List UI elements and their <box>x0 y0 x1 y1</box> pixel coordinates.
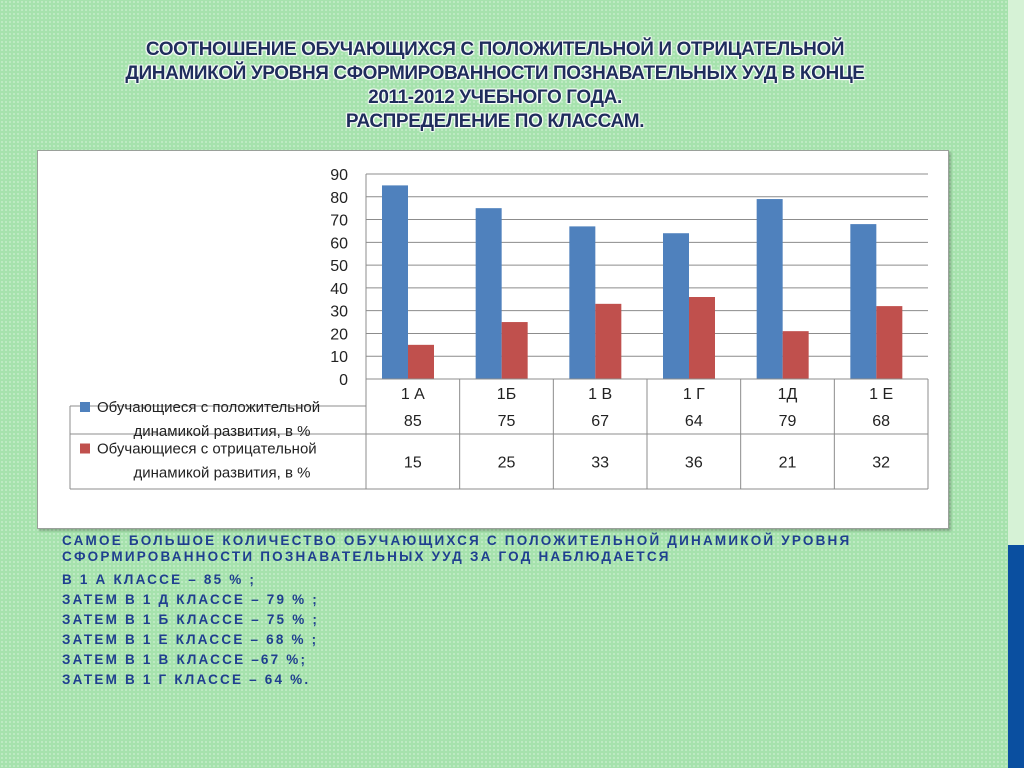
data-value: 25 <box>497 454 516 472</box>
data-value: 79 <box>778 413 797 430</box>
legend-label: Обучающиеся с отрицательной <box>97 440 317 458</box>
y-tick-label: 50 <box>330 258 348 276</box>
title-line-3: 2011-2012 УЧЕБНОГО ГОДА. <box>368 87 622 108</box>
data-value: 33 <box>591 454 610 472</box>
legend-swatch-positive <box>80 402 90 412</box>
data-value: 85 <box>403 413 422 430</box>
category-label: 1 Г <box>682 386 705 403</box>
bar-negative <box>502 322 528 379</box>
summary-item: ЗАТЕМ В 1 Е КЛАССЕ – 68 % ; <box>62 632 319 647</box>
title-line-4: РАСПРЕДЕЛЕНИЕ ПО КЛАССАМ. <box>345 111 645 132</box>
bar-positive <box>757 199 783 379</box>
bar-positive <box>569 226 595 379</box>
data-value: 21 <box>778 454 797 472</box>
data-value: 68 <box>872 413 891 430</box>
data-value: 64 <box>684 413 703 430</box>
summary-item: В 1 А КЛАССЕ – 85 % ; <box>62 572 257 587</box>
summary-text <box>62 533 962 690</box>
data-value: 67 <box>591 413 610 430</box>
data-value: 75 <box>497 413 516 430</box>
legend-label: динамикой развития, в % <box>133 464 311 482</box>
category-label: 1Б <box>496 386 517 403</box>
category-label: 1Д <box>777 386 798 403</box>
y-tick-label: 70 <box>330 212 348 230</box>
bar-positive <box>663 233 689 379</box>
bar-chart <box>38 151 948 528</box>
y-tick-label: 40 <box>330 280 348 298</box>
bar-negative <box>689 297 715 379</box>
y-tick-label: 60 <box>330 235 348 253</box>
summary-item: ЗАТЕМ В 1 Д КЛАССЕ – 79 % ; <box>62 592 319 607</box>
summary-item: ЗАТЕМ В 1 Г КЛАССЕ – 64 %. <box>62 672 311 687</box>
y-tick-label: 20 <box>330 326 348 344</box>
data-value: 36 <box>684 454 703 472</box>
bar-negative <box>595 304 621 379</box>
category-label: 1 Е <box>869 386 894 403</box>
bar-negative <box>876 306 902 379</box>
category-label: 1 А <box>400 386 425 403</box>
y-tick-label: 80 <box>330 189 348 207</box>
legend-swatch-negative <box>80 444 90 454</box>
bar-negative <box>408 345 434 379</box>
slide-title <box>30 38 960 134</box>
bar-positive <box>382 185 408 379</box>
y-tick-label: 0 <box>339 372 348 389</box>
summary-item: ЗАТЕМ В 1 В КЛАССЕ –67 %; <box>62 652 308 667</box>
y-tick-label: 30 <box>330 303 348 321</box>
bar-positive <box>850 224 876 379</box>
right-accent-bar <box>1008 545 1024 768</box>
data-value: 15 <box>403 454 422 472</box>
legend-label: Обучающиеся с положительной <box>97 399 321 416</box>
data-value: 32 <box>872 454 891 472</box>
bar-positive <box>476 208 502 379</box>
y-tick-label: 10 <box>330 349 348 367</box>
title-line-2: ДИНАМИКОЙ УРОВНЯ СФОРМИРОВАННОСТИ ПОЗНАВАТЕЛЬНЫХ УУД В КОНЦЕ <box>125 63 865 84</box>
summary-item: ЗАТЕМ В 1 Б КЛАССЕ – 75 % ; <box>62 612 320 627</box>
category-label: 1 В <box>588 386 613 403</box>
title-line-1: СООТНОШЕНИЕ ОБУЧАЮЩИХСЯ С ПОЛОЖИТЕЛЬНОЙ И ОТРИЦАТЕЛЬНОЙ <box>145 39 845 60</box>
bar-negative <box>783 331 809 379</box>
chart-container <box>37 150 949 529</box>
summary-lead: САМОЕ БОЛЬШОЕ КОЛИЧЕСТВО ОБУЧАЮЩИХСЯ С ПОЛОЖИТЕЛЬНОЙ ДИНАМИКОЙ УРОВНЯ СФОРМИРОВАННОСТИ ПОЗНАВАТЕЛЬНЫХ УУД ЗА ГОД НАБЛЮДАЕТСЯ <box>62 533 852 564</box>
y-tick-label: 90 <box>330 167 348 184</box>
legend-label: динамикой развития, в % <box>133 423 311 440</box>
